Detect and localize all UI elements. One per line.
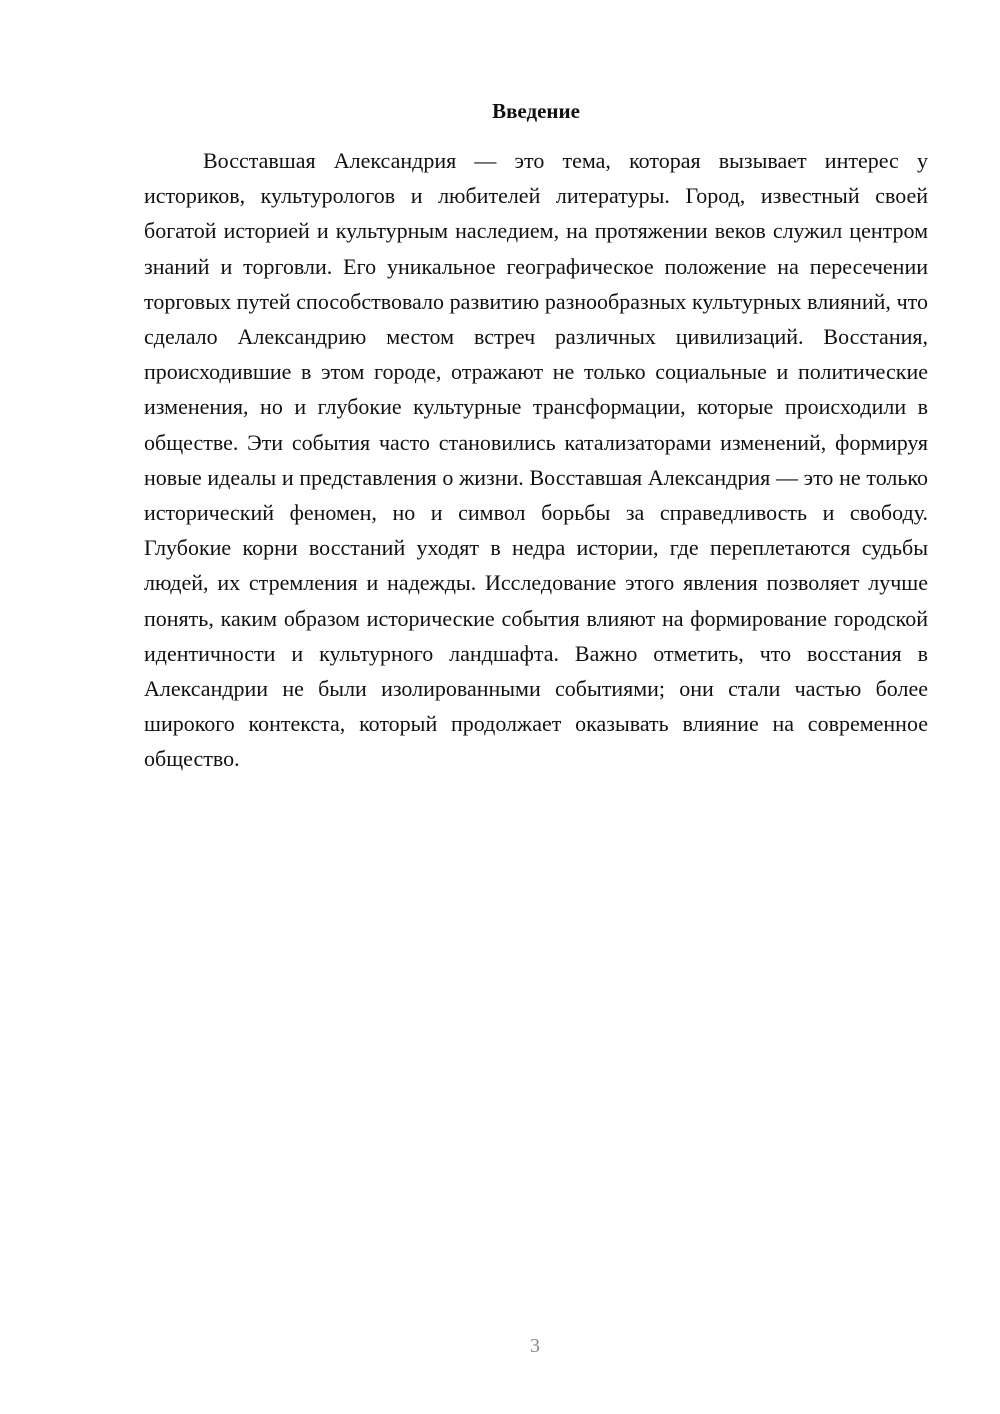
body-paragraph: Восставшая Александрия — это тема, которая вызывает интерес у историков, культурологов и любителей литературы. Город, известный своей богатой историей и культурным наследием, на протяжении веков служил центром знаний и торговли. Его уникальное географическое положение на пересечении торговых путей способствовало развитию разнообразных культурных влияний, что сделало Александрию местом встреч различных цивилизаций. Восстания, происходившие в этом городе, отражают не только социальные и политические изменения, но и глубокие культурные трансформации, которые происходили в обществе. Эти события часто становились катализаторами изменений, формируя новые идеалы и представления о жизни. Восставшая Александрия — это не только исторический феномен, но и символ борьбы за справедливость и свободу. Глубокие корни восстаний уходят в недра истории, где переплетаются судьбы людей, их стремления и надежды. Исследование этого явления позволяет лучше понять, каким образом исторические события влияют на формирование городской идентичности и культурного ландшафта. Важно отметить, что восстания в Александрии не были изолированными событиями; они стали частью более широкого контекста, который продолжает оказывать влияние на современное общество. xyxy=(144,148,928,772)
section-heading: Введение xyxy=(492,99,580,123)
page-number: 3 xyxy=(530,1335,540,1357)
